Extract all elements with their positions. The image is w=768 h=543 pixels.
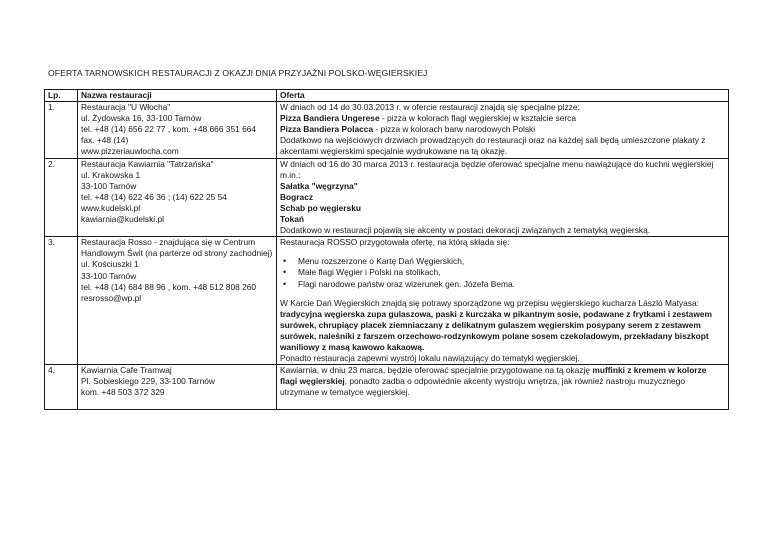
offer-item [280,124,725,135]
dish-name: Pizza Bandiera Polacca [280,124,374,135]
restaurant-address: ul. Krakowska 1 [81,169,141,180]
offer-details [277,158,729,237]
header-offer: Oferta [277,90,729,102]
restaurant-phone: kom. +48 503 372 329 [81,387,165,398]
table-row [45,365,729,410]
restaurant-city: 33-100 Tarnów [81,180,137,191]
table-row [45,158,729,237]
offer-text-c: , ponadto zadba o odpowiednie akcenty wystroju wnętrza, jak również nastroju muzycznego utrzymane w tematyce węgierskiej. [280,376,686,398]
offers-table [44,89,729,410]
offer-bullet-list [280,256,725,289]
row-number: 1. [45,102,78,158]
offer-text [280,365,725,398]
offer-intro: W dniach od 14 do 30.03.2013 r. w ofercie restauracji znajdą się specjalne pizze: [280,102,580,113]
offer-note: Dodatkowo na wejściowych drzwiach prowadzących do restauracji oraz na każdej sali będą umieszczone plakaty z akcentami węgierskimi specjalnie wydrukowane na tą okazję. [280,135,706,157]
list-item: • Menu rozszerzone o Kartę Dań Węgierskich, [280,256,725,267]
offer-details [277,237,729,365]
restaurant-fax: fax. +48 (14) [81,135,129,146]
restaurant-details [78,237,277,365]
restaurant-address: Pl. Sobieskiego 229, 33-100 Tarnów [81,376,215,387]
restaurant-phone: tel. +48 (14) 684 88 96 , kom. +48 512 808 260 [81,281,257,292]
restaurant-phone: tel. +48 (14) 622 46 36 ; (14) 622 25 54 [81,191,227,202]
restaurant-name: Kawiarnia Cafe Tramwaj [81,365,172,376]
table-row [45,237,729,365]
offer-intro: W dniach od 16 do 30 marca 2013 r. restauracja będzie oferować specjalne menu nawiązujące do kuchni węgierskiej m.in.: [280,158,714,180]
restaurant-details [78,365,277,410]
row-number: 4. [45,365,78,410]
offer-details [277,365,729,410]
offer-note: Ponadto restauracja zapewni wystrój lokalu nawiązujący do tematyki węgierskiej. [280,353,580,364]
menu-description [280,298,725,353]
table-row [45,102,729,158]
row-number: 3. [45,237,78,365]
offer-note: Dodatkowo w restauracji pojawią się akcenty w postaci dekoracji związanych z tematyką węgierską. [280,225,651,236]
restaurant-details [78,158,277,237]
restaurant-name: Restauracja Rosso - znajdująca się w Centrum Handlowym Świt (na parterze od strony zachodniej) [81,237,273,259]
offer-highlight: muffinki z kremem w kolorze flagi węgierskiej [280,365,707,387]
dish-description: - pizza w kolorach flagi węgierskiej w kształcie serca [379,113,577,124]
dish-name: Pizza Bandiera Ungerese [280,113,380,124]
header-name: Nazwa restauracji [78,90,277,102]
restaurant-name: Restauracja "U Włocha" [81,102,171,113]
restaurant-details [78,102,277,158]
header-lp: Lp. [45,90,78,102]
row-number: 2. [45,158,78,237]
offer-intro: Restauracja ROSSO przygotowała ofertę, na którą składa się: [280,237,510,248]
offer-details [277,102,729,158]
menu-dishes: tradycyjna węgierska zupa gulaszowa, paski z kurczaka w pikantnym sosie, podawane z frytkami i zestawem surówek, chrupiący placek ziemniaczany z delikatnym gulaszem węgierskim posypany serem z zestawem surówek, naleśniki z farszem orzechowo-rodzynkowym polane sosem czekoladowym, przekładany biszkopt waniliowy z masą kawowo kakaową. [280,308,712,352]
menu-intro: W Karcie Dań Węgierskich znajdą się potrawy sporządzone wg przepisu węgierskiego kucharza László Matyasa: [280,297,699,308]
dish-name: Tokań [280,214,305,225]
restaurant-email: resrosso@wp.pl [81,292,142,303]
restaurant-email: kawiarnia@kudelski.pl [81,214,164,225]
restaurant-website: www.kudelski.pl [81,202,141,213]
table-header-row [45,90,729,102]
dish-name: Schab po węgiersku [280,202,361,213]
dish-description: - pizza w kolorach barw narodowych Polski [373,124,536,135]
restaurant-name: Restauracja Kawiarnia "Tatrzańska" [81,158,214,169]
document-title: OFERTA TARNOWSKICH RESTAURACJI Z OKAZJI DNIA PRZYJAŹNI POLSKO-WĘGIERSKIEJ [48,68,428,78]
restaurant-phone: tel. +48 (14) 656 22 77 , kom. +48 666 351 664 [81,124,257,135]
offer-text-a: Kawiarnia, w dniu 23 marca, będzie oferować specjalnie przygotowane na tą okazję [280,365,593,376]
dish-name: Bogracz [280,191,314,202]
restaurant-city: 33-100 Tarnów [81,270,137,281]
list-item: • Małe flagi Węgier i Polski na stolikach, [280,267,725,278]
restaurant-address: ul. Żydowska 16, 33-100 Tarnów [81,113,202,124]
restaurant-website: www.pizzeriauwlocha.com [81,146,179,157]
offer-item [280,113,725,124]
list-item: • Flagi narodowe państw oraz wizerunek gen. Józefa Bema. [280,279,725,290]
dish-name: Sałatka "węgrzyna" [280,180,358,191]
restaurant-address: ul. Kościuszki 1 [81,259,139,270]
